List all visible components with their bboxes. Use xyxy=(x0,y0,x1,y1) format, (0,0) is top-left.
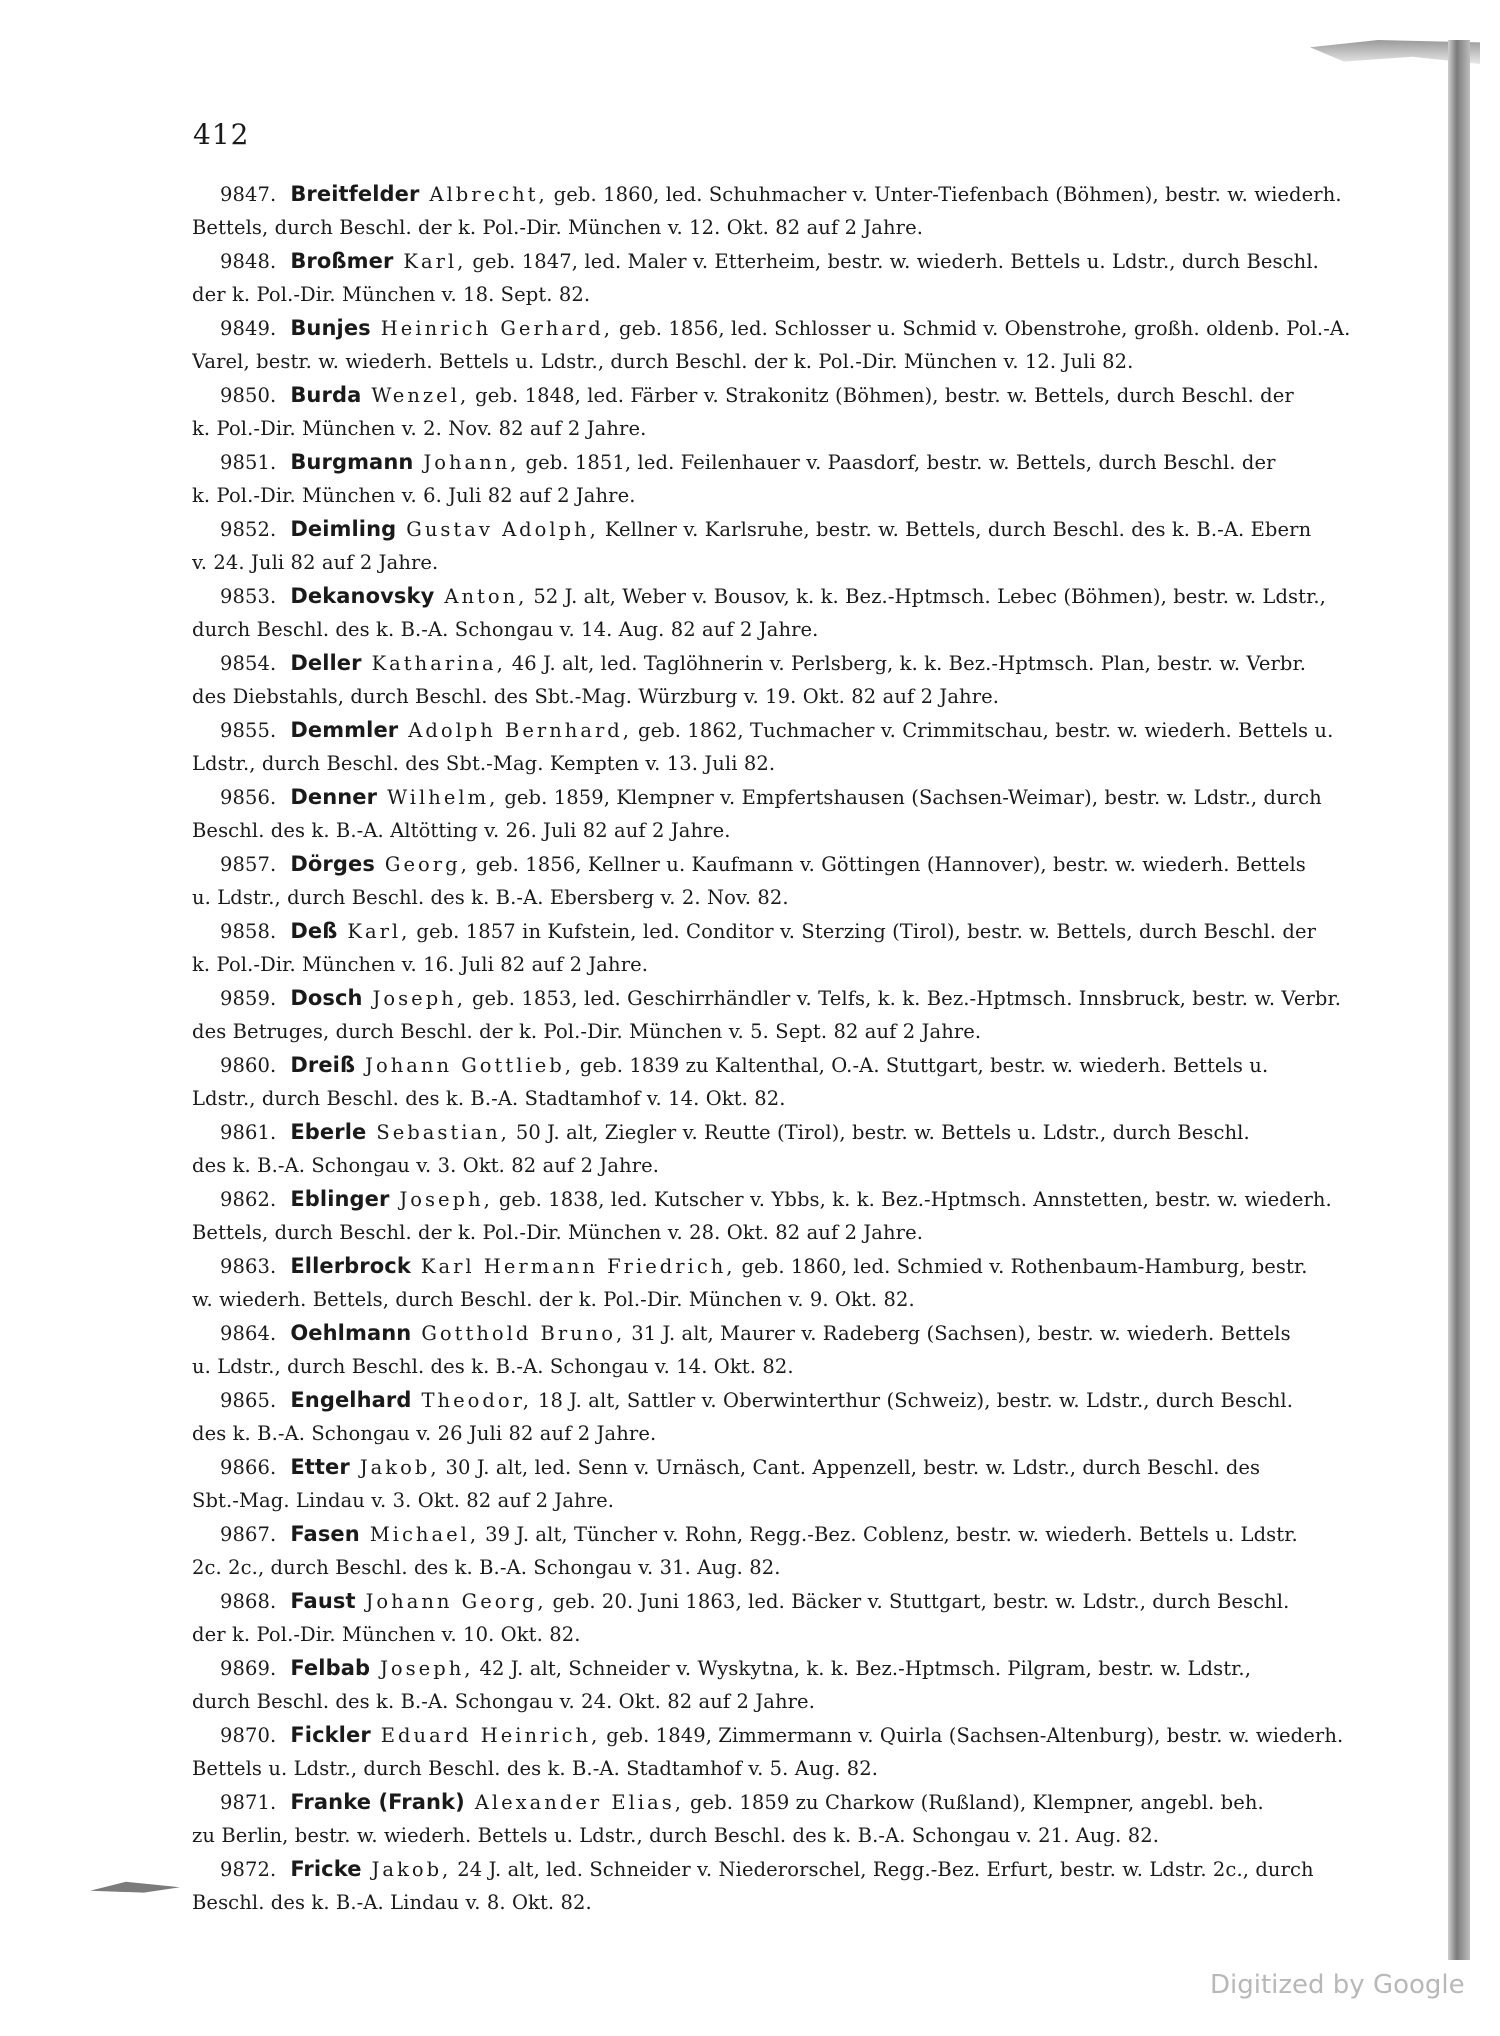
entry-first-line xyxy=(192,848,1420,881)
register-entry xyxy=(192,647,1420,713)
register-entry xyxy=(192,1183,1420,1249)
entry-number: 9857. xyxy=(220,853,277,876)
entry-number: 9869. xyxy=(220,1657,277,1680)
entry-surname: Ellerbrock xyxy=(290,1254,411,1278)
entry-first-line xyxy=(192,1518,1420,1551)
entry-given-name: Johann, xyxy=(423,451,520,474)
entry-surname: Dekanovsky xyxy=(290,584,435,608)
entry-number: 9866. xyxy=(220,1456,277,1479)
entry-given-name: Wilhelm, xyxy=(387,786,499,809)
register-entry xyxy=(192,513,1420,579)
entry-surname: Bunjes xyxy=(290,316,371,340)
entry-text-line1: geb. 1857 in Kufstein, led. Conditor v. Sterzing (Tirol), bestr. w. Bettels, durch Beschl. der xyxy=(416,920,1317,943)
entry-first-line xyxy=(192,1451,1420,1484)
entry-number: 9860. xyxy=(220,1054,277,1077)
entry-number: 9854. xyxy=(220,652,277,675)
entry-surname: Burda xyxy=(290,383,362,407)
entry-text-line1: geb. 1859, Klempner v. Empfertshausen (Sachsen-Weimar), bestr. w. Ldstr., durch xyxy=(504,786,1322,809)
entry-given-name: Joseph, xyxy=(380,1657,474,1680)
register-entry xyxy=(192,379,1420,445)
register-entry xyxy=(192,580,1420,646)
entry-given-name: Jakob, xyxy=(359,1456,440,1479)
register-entry xyxy=(192,1116,1420,1182)
entry-surname: Denner xyxy=(290,785,378,809)
entry-number: 9872. xyxy=(220,1858,277,1881)
entry-given-name: Joseph, xyxy=(372,987,466,1010)
entry-surname: Demmler xyxy=(290,718,399,742)
entry-text-line1: 30 J. alt, led. Senn v. Urnäsch, Cant. Appenzell, bestr. w. Ldstr., durch Beschl. des xyxy=(445,1456,1261,1479)
entry-text-line1: 18 J. alt, Sattler v. Oberwinterthur (Schweiz), bestr. w. Ldstr., durch Beschl. xyxy=(537,1389,1294,1412)
register-entry xyxy=(192,781,1420,847)
register-entry xyxy=(192,1786,1420,1852)
register-entry xyxy=(192,1585,1420,1651)
entry-surname: Eblinger xyxy=(290,1187,390,1211)
register-entry xyxy=(192,178,1420,244)
entry-number: 9867. xyxy=(220,1523,277,1546)
entry-first-line xyxy=(192,1853,1420,1886)
entry-given-name: Gotthold Bruno, xyxy=(421,1322,626,1345)
entry-first-line xyxy=(192,1719,1420,1752)
entry-given-name: Sebastian, xyxy=(376,1121,510,1144)
entry-number: 9847. xyxy=(220,183,277,206)
entry-number: 9861. xyxy=(220,1121,277,1144)
entry-text-line1: geb. 1860, led. Schmied v. Rothenbaum-Hamburg, bestr. xyxy=(741,1255,1308,1278)
entry-text-line2: des Betruges, durch Beschl. der k. Pol.-Dir. München v. 5. Sept. 82 auf 2 Jahre. xyxy=(192,1020,982,1043)
register-entry xyxy=(192,1451,1420,1517)
entry-text-line2: u. Ldstr., durch Beschl. des k. B.-A. Ebersberg v. 2. Nov. 82. xyxy=(192,886,789,909)
entry-first-line xyxy=(192,379,1420,412)
register-entries xyxy=(192,178,1420,1920)
entry-text-line2: Beschl. des k. B.-A. Altötting v. 26. Juli 82 auf 2 Jahre. xyxy=(192,819,731,842)
entry-given-name: Alexander Elias, xyxy=(474,1791,684,1814)
entry-text-line1: geb. 1849, Zimmermann v. Quirla (Sachsen-Altenburg), bestr. w. wiederh. xyxy=(606,1724,1344,1747)
entry-first-line xyxy=(192,1652,1420,1685)
entry-number: 9853. xyxy=(220,585,277,608)
entry-number: 9871. xyxy=(220,1791,277,1814)
register-entry xyxy=(192,1719,1420,1785)
entry-given-name: Theodor, xyxy=(421,1389,532,1412)
entry-first-line xyxy=(192,580,1420,613)
register-entry xyxy=(192,1853,1420,1919)
entry-given-name: Adolph Bernhard, xyxy=(408,719,632,742)
entry-first-line xyxy=(192,1384,1420,1417)
entry-given-name: Anton, xyxy=(444,585,528,608)
entry-first-line xyxy=(192,245,1420,278)
entry-text-line2: Ldstr., durch Beschl. des k. B.-A. Stadtamhof v. 14. Okt. 82. xyxy=(192,1087,786,1110)
entry-surname: Fricke xyxy=(290,1857,362,1881)
entry-given-name: Eduard Heinrich, xyxy=(380,1724,601,1747)
entry-text-line2: durch Beschl. des k. B.-A. Schongau v. 24. Okt. 82 auf 2 Jahre. xyxy=(192,1690,815,1713)
register-entry xyxy=(192,1652,1420,1718)
entry-text-line1: 39 J. alt, Tüncher v. Rohn, Regg.-Bez. Coblenz, bestr. w. wiederh. Bettels u. Ldstr. xyxy=(485,1523,1298,1546)
entry-text-line2: Bettels u. Ldstr., durch Beschl. des k. B.-A. Stadtamhof v. 5. Aug. 82. xyxy=(192,1757,879,1780)
entry-surname: Deller xyxy=(290,651,362,675)
entry-number: 9852. xyxy=(220,518,277,541)
entry-given-name: Georg, xyxy=(384,853,470,876)
entry-given-name: Katharina, xyxy=(371,652,506,675)
register-entry xyxy=(192,1317,1420,1383)
entry-text-line1: geb. 1856, led. Schlosser u. Schmid v. Obenstrohe, großh. oldenb. Pol.-A. xyxy=(619,317,1351,340)
entry-given-name: Karl Hermann Friedrich, xyxy=(420,1255,736,1278)
entry-text-line1: geb. 1851, led. Feilenhauer v. Paasdorf, bestr. w. Bettels, durch Beschl. der xyxy=(525,451,1276,474)
entry-first-line xyxy=(192,513,1420,546)
entry-number: 9851. xyxy=(220,451,277,474)
entry-surname: Oehlmann xyxy=(290,1321,412,1345)
entry-given-name: Wenzel, xyxy=(371,384,470,407)
entry-text-line2: k. Pol.-Dir. München v. 6. Juli 82 auf 2 Jahre. xyxy=(192,484,636,507)
page-edge-shadow xyxy=(1448,40,1470,1960)
entry-first-line xyxy=(192,1116,1420,1149)
entry-surname: Felbab xyxy=(290,1656,371,1680)
entry-text-line1: geb. 1859 zu Charkow (Rußland), Klempner, angebl. beh. xyxy=(689,1791,1264,1814)
entry-text-line1: geb. 1853, led. Geschirrhändler v. Telfs, k. k. Bez.-Hptmsch. Innsbruck, bestr. w. Verbr. xyxy=(471,987,1342,1010)
entry-number: 9863. xyxy=(220,1255,277,1278)
entry-surname: Broßmer xyxy=(290,249,394,273)
entry-surname: Breitfelder xyxy=(290,182,420,206)
register-entry xyxy=(192,1384,1420,1450)
entry-text-line1: geb. 1860, led. Schuhmacher v. Unter-Tiefenbach (Böhmen), bestr. w. wiederh. xyxy=(553,183,1342,206)
entry-given-name: Heinrich Gerhard, xyxy=(380,317,613,340)
entry-first-line xyxy=(192,312,1420,345)
entry-number: 9855. xyxy=(220,719,277,742)
entry-text-line1: 50 J. alt, Ziegler v. Reutte (Tirol), bestr. w. Bettels u. Ldstr., durch Beschl. xyxy=(515,1121,1250,1144)
entry-first-line xyxy=(192,647,1420,680)
entry-given-name: Albrecht, xyxy=(429,183,548,206)
entry-given-name: Michael, xyxy=(369,1523,480,1546)
entry-first-line xyxy=(192,915,1420,948)
entry-text-line2: k. Pol.-Dir. München v. 16. Juli 82 auf 2 Jahre. xyxy=(192,953,649,976)
entry-first-line xyxy=(192,1317,1420,1350)
entry-text-line2: zu Berlin, bestr. w. wiederh. Bettels u. Ldstr., durch Beschl. des k. B.-A. Schongau v. 21. Aug. 82. xyxy=(192,1824,1160,1847)
entry-text-line1: 42 J. alt, Schneider v. Wyskytna, k. k. Bez.-Hptmsch. Pilgram, bestr. w. Ldstr., xyxy=(479,1657,1252,1680)
entry-text-line2: Ldstr., durch Beschl. des Sbt.-Mag. Kempten v. 13. Juli 82. xyxy=(192,752,776,775)
entry-number: 9859. xyxy=(220,987,277,1010)
entry-first-line xyxy=(192,178,1420,211)
entry-text-line2: Varel, bestr. w. wiederh. Bettels u. Ldstr., durch Beschl. der k. Pol.-Dir. München v. 12. Juli 82. xyxy=(192,350,1134,373)
entry-text-line1: 24 J. alt, led. Schneider v. Niederorschel, Regg.-Bez. Erfurt, bestr. w. Ldstr. 2c., durch xyxy=(457,1858,1314,1881)
entry-number: 9848. xyxy=(220,250,277,273)
entry-number: 9856. xyxy=(220,786,277,809)
register-entry xyxy=(192,446,1420,512)
entry-given-name: Gustav Adolph, xyxy=(406,518,599,541)
entry-surname: Eberle xyxy=(290,1120,367,1144)
entry-text-line1: geb. 1838, led. Kutscher v. Ybbs, k. k. Bez.-Hptmsch. Annstetten, bestr. w. wiederh. xyxy=(498,1188,1332,1211)
entry-text-line2: der k. Pol.-Dir. München v. 18. Sept. 82. xyxy=(192,283,591,306)
entry-first-line xyxy=(192,1049,1420,1082)
register-entry xyxy=(192,848,1420,914)
register-entry xyxy=(192,245,1420,311)
entry-text-line1: geb. 1839 zu Kaltenthal, O.-A. Stuttgart, bestr. w. wiederh. Bettels u. xyxy=(579,1054,1269,1077)
register-entry xyxy=(192,1250,1420,1316)
entry-text-line1: geb. 1862, Tuchmacher v. Crimmitschau, bestr. w. wiederh. Bettels u. xyxy=(638,719,1334,742)
entry-text-line1: 31 J. alt, Maurer v. Radeberg (Sachsen), bestr. w. wiederh. Bettels xyxy=(631,1322,1291,1345)
entry-text-line1: geb. 1848, led. Färber v. Strakonitz (Böhmen), bestr. w. Bettels, durch Beschl. der xyxy=(475,384,1294,407)
entry-surname: Dörges xyxy=(290,852,375,876)
entry-number: 9858. xyxy=(220,920,277,943)
register-entry xyxy=(192,1518,1420,1584)
entry-text-line2: k. Pol.-Dir. München v. 2. Nov. 82 auf 2 Jahre. xyxy=(192,417,647,440)
entry-text-line1: geb. 20. Juni 1863, led. Bäcker v. Stuttgart, bestr. w. Ldstr., durch Beschl. xyxy=(552,1590,1290,1613)
entry-text-line2: w. wiederh. Bettels, durch Beschl. der k. Pol.-Dir. München v. 9. Okt. 82. xyxy=(192,1288,915,1311)
page-number: 412 xyxy=(193,118,250,151)
entry-number: 9850. xyxy=(220,384,277,407)
entry-number: 9865. xyxy=(220,1389,277,1412)
entry-given-name: Karl, xyxy=(347,920,411,943)
entry-text-line2: 2c. 2c., durch Beschl. des k. B.-A. Schongau v. 31. Aug. 82. xyxy=(192,1556,781,1579)
entry-first-line xyxy=(192,1250,1420,1283)
entry-text-line2: u. Ldstr., durch Beschl. des k. B.-A. Schongau v. 14. Okt. 82. xyxy=(192,1355,794,1378)
entry-surname: Burgmann xyxy=(290,450,414,474)
entry-number: 9868. xyxy=(220,1590,277,1613)
entry-text-line1: geb. 1847, led. Maler v. Etterheim, bestr. w. wiederh. Bettels u. Ldstr., durch Beschl. xyxy=(472,250,1319,273)
entry-first-line xyxy=(192,1585,1420,1618)
entry-first-line xyxy=(192,781,1420,814)
entry-given-name: Karl, xyxy=(403,250,467,273)
entry-number: 9870. xyxy=(220,1724,277,1747)
scan-smudge xyxy=(90,1880,180,1898)
register-entry xyxy=(192,915,1420,981)
entry-given-name: Joseph, xyxy=(399,1188,493,1211)
entry-text-line1: Kellner v. Karlsruhe, bestr. w. Bettels, durch Beschl. des k. B.-A. Ebern xyxy=(604,518,1312,541)
entry-text-line2: der k. Pol.-Dir. München v. 10. Okt. 82. xyxy=(192,1623,581,1646)
entry-number: 9864. xyxy=(220,1322,277,1345)
entry-surname: Fasen xyxy=(290,1522,360,1546)
entry-surname: Faust xyxy=(290,1589,356,1613)
entry-text-line2: durch Beschl. des k. B.-A. Schongau v. 14. Aug. 82 auf 2 Jahre. xyxy=(192,618,819,641)
entry-text-line2: Beschl. des k. B.-A. Lindau v. 8. Okt. 82. xyxy=(192,1891,592,1914)
entry-surname: Etter xyxy=(290,1455,350,1479)
digitized-watermark: Digitized by Google xyxy=(1210,1970,1465,2000)
register-entry xyxy=(192,312,1420,378)
register-entry xyxy=(192,714,1420,780)
entry-surname: Dosch xyxy=(290,986,363,1010)
entry-text-line2: Bettels, durch Beschl. der k. Pol.-Dir. München v. 12. Okt. 82 auf 2 Jahre. xyxy=(192,216,924,239)
entry-surname: Dreiß xyxy=(290,1053,356,1077)
entry-surname: Franke (Frank) xyxy=(290,1790,465,1814)
entry-given-name: Jakob, xyxy=(371,1858,452,1881)
entry-first-line xyxy=(192,1183,1420,1216)
entry-text-line2: des k. B.-A. Schongau v. 26 Juli 82 auf 2 Jahre. xyxy=(192,1422,657,1445)
entry-text-line2: v. 24. Juli 82 auf 2 Jahre. xyxy=(192,551,439,574)
entry-text-line1: 52 J. alt, Weber v. Bousov, k. k. Bez.-Hptmsch. Lebec (Böhmen), bestr. w. Ldstr., xyxy=(533,585,1326,608)
entry-given-name: Johann Gottlieb, xyxy=(365,1054,574,1077)
entry-text-line2: des k. B.-A. Schongau v. 3. Okt. 82 auf 2 Jahre. xyxy=(192,1154,660,1177)
entry-number: 9862. xyxy=(220,1188,277,1211)
entry-surname: Engelhard xyxy=(290,1388,412,1412)
entry-given-name: Johann Georg, xyxy=(365,1590,547,1613)
entry-text-line2: Sbt.-Mag. Lindau v. 3. Okt. 82 auf 2 Jahre. xyxy=(192,1489,615,1512)
entry-text-line1: geb. 1856, Kellner u. Kaufmann v. Göttingen (Hannover), bestr. w. wiederh. Bettels xyxy=(475,853,1306,876)
entry-text-line2: Bettels, durch Beschl. der k. Pol.-Dir. München v. 28. Okt. 82 auf 2 Jahre. xyxy=(192,1221,924,1244)
entry-surname: Deß xyxy=(290,919,338,943)
entry-first-line xyxy=(192,982,1420,1015)
entry-first-line xyxy=(192,714,1420,747)
register-entry xyxy=(192,1049,1420,1115)
entry-surname: Fickler xyxy=(290,1723,371,1747)
entry-surname: Deimling xyxy=(290,517,397,541)
register-entry xyxy=(192,982,1420,1048)
entry-text-line2: des Diebstahls, durch Beschl. des Sbt.-Mag. Würzburg v. 19. Okt. 82 auf 2 Jahre. xyxy=(192,685,1000,708)
entry-first-line xyxy=(192,446,1420,479)
entry-number: 9849. xyxy=(220,317,277,340)
entry-first-line xyxy=(192,1786,1420,1819)
entry-text-line1: 46 J. alt, led. Taglöhnerin v. Perlsberg, k. k. Bez.-Hptmsch. Plan, bestr. w. Verbr. xyxy=(511,652,1307,675)
